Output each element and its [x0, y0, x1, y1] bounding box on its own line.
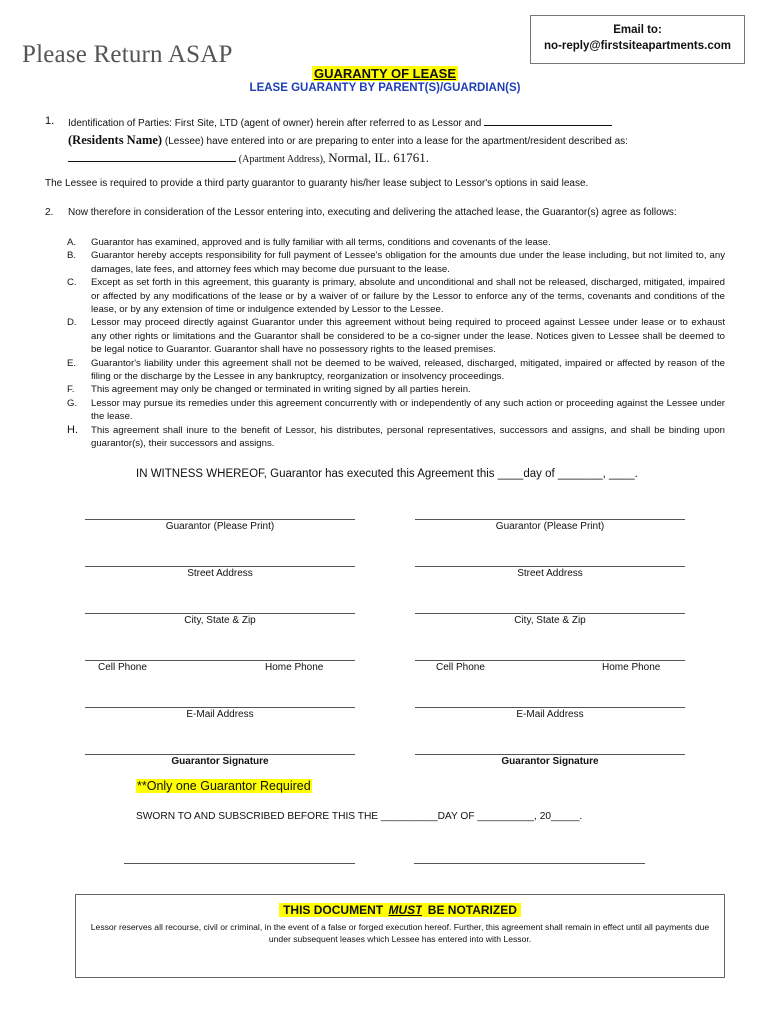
city-text: Normal, IL. 61761. — [328, 150, 429, 165]
guarantor-2-street-label: Street Address — [517, 568, 583, 579]
guarantor-2-signature-label: Guarantor Signature — [501, 756, 599, 767]
guarantor-1-city-line[interactable] — [85, 613, 355, 614]
notary-signature-line-right[interactable] — [414, 863, 645, 864]
notary-body: Lessor reserves all recourse, civil or criminal, in the event of a false or forged execution hereof. Further, this agreement shall remain in effect until all payments due under subsequent leases which Lessee has entered into with Lessor. — [90, 922, 710, 944]
section-1-text: Identification of Parties: First Site, LTD (agent of owner) herein after referred to as Lessor and (Residents Name) (Lessee) have entered into or are preparing to enter into a lease for the apartment/resident described as: (Apartment Address), Normal, IL. 61761. — [68, 115, 725, 168]
guarantor-2-street-line[interactable] — [415, 566, 685, 567]
guarantor-1-city-label: City, State & Zip — [184, 615, 256, 626]
list-item: D. Lessor may proceed directly against Guarantor under this agreement without being required to proceed against Lessee under lease or to exhaust any other rights or limitations and the Guarantor shall be considered to be a co-signer under the lease. Notices given to Lessee shall be deemed to be legal notice to Guarantor. Guarantor shall have no possessory rights to the leased premises. — [67, 317, 725, 356]
apartment-address-line[interactable] — [68, 151, 236, 162]
list-item: B. Guarantor hereby accepts responsibility for full payment of Lessee's obligation for the amounts due under the lease including, but not limited to, any damages, late fees, and attorney fees which may become due pursuant to the lease. — [67, 250, 725, 275]
guarantor-1-cell-label: Cell Phone — [98, 662, 147, 673]
guarantor-2-home-label: Home Phone — [602, 662, 661, 673]
lessee-note: The Lessee is required to provide a third party guarantor to guaranty his/her lease subject to Lessor's options in said lease. — [45, 178, 589, 189]
list-item: E. Guarantor's liability under this agreement shall not be deemed to be waived, released, discharged, mitigated, impaired or affected by reason of the filing or the discharge by the Lessee in any bankruptcy, reorganization or insolvency proceedings. — [67, 357, 725, 383]
guarantor-2-cell-label: Cell Phone — [436, 662, 485, 673]
guarantor-2-email-label: E-Mail Address — [516, 709, 584, 720]
notary-signature-line-left[interactable] — [124, 863, 355, 864]
guarantor-1-name-line[interactable] — [85, 519, 355, 520]
only-one-guarantor-note: **Only one Guarantor Required — [137, 779, 311, 793]
guarantor-1-home-label: Home Phone — [265, 662, 324, 673]
document-title: GUARANTY OF LEASE — [313, 66, 457, 81]
email-label: Email to: — [613, 24, 662, 36]
guarantor-1-email-line[interactable] — [85, 707, 355, 708]
list-item: F. This agreement may only be changed or terminated in writing signed by all parties herein. — [67, 384, 471, 396]
email-address[interactable]: no-reply@firstsiteapartments.com — [544, 40, 731, 52]
guarantor-2-signature-line[interactable] — [415, 754, 685, 755]
witness-statement: IN WITNESS WHEREOF, Guarantor has executed this Agreement this ____day of _______, ____. — [136, 468, 638, 480]
section-1-number: 1. — [45, 115, 55, 127]
guarantor-2-email-line[interactable] — [415, 707, 685, 708]
list-item: A. Guarantor has examined, approved and is fully familiar with all terms, conditions and covenants of the lease. — [67, 237, 551, 248]
guarantor-2-phone-line[interactable] — [415, 660, 685, 661]
guarantor-2-name-label: Guarantor (Please Print) — [495, 521, 605, 532]
list-item: H. This agreement shall inure to the benefit of Lessor, his distributes, personal representatives, successors and assigns, and shall be binding upon guarantor(s), their successors and assigns. — [67, 423, 725, 450]
notary-box — [75, 894, 725, 978]
list-item: C. Except as set forth in this agreement, this guaranty is primary, absolute and unconditional and shall not be released, discharged, mitigated, impaired or affected by any modifications of the lease or by a waiver of or failure by the Lessor to enforce any of the terms, covenants and conditions of the lease, or by any extension of time or indulgence extended by Lessor to the Lessee. — [67, 277, 725, 316]
notary-title: THIS DOCUMENT MUST BE NOTARIZED — [76, 901, 724, 919]
guarantor-1-signature-line[interactable] — [85, 754, 355, 755]
list-item: G. Lessor may pursue its remedies under this agreement concurrently with or independently of any such action or proceeding against the Lessee under the lease. — [67, 397, 725, 423]
lessor-name-line[interactable] — [484, 115, 612, 126]
guarantor-1-street-line[interactable] — [85, 566, 355, 567]
sworn-statement: SWORN TO AND SUBSCRIBED BEFORE THIS THE __________DAY OF __________, 20_____. — [136, 811, 583, 822]
guarantor-1-street-label: Street Address — [187, 568, 253, 579]
guarantor-2-city-line[interactable] — [415, 613, 685, 614]
document-subtitle: LEASE GUARANTY BY PARENT(S)/GUARDIAN(S) — [249, 82, 521, 94]
return-stamp: Please Return ASAP — [22, 41, 233, 68]
guarantor-1-phone-line[interactable] — [85, 660, 355, 661]
apartment-address-label: (Apartment Address), — [238, 154, 326, 165]
guarantor-1-email-label: E-Mail Address — [186, 709, 254, 720]
guarantor-1-signature-label: Guarantor Signature — [171, 756, 269, 767]
guarantor-1-name-label: Guarantor (Please Print) — [165, 521, 275, 532]
section-2-text: Now therefore in consideration of the Lessor entering into, executing and delivering the attached lease, the Guarantor(s) agree as follows: — [68, 207, 677, 218]
guarantor-2-city-label: City, State & Zip — [514, 615, 586, 626]
email-box — [530, 15, 745, 64]
residents-name-label: (Residents Name) — [68, 133, 163, 147]
guarantor-2-name-line[interactable] — [415, 519, 685, 520]
section-2-number: 2. — [45, 207, 54, 218]
terms-list — [67, 236, 725, 451]
